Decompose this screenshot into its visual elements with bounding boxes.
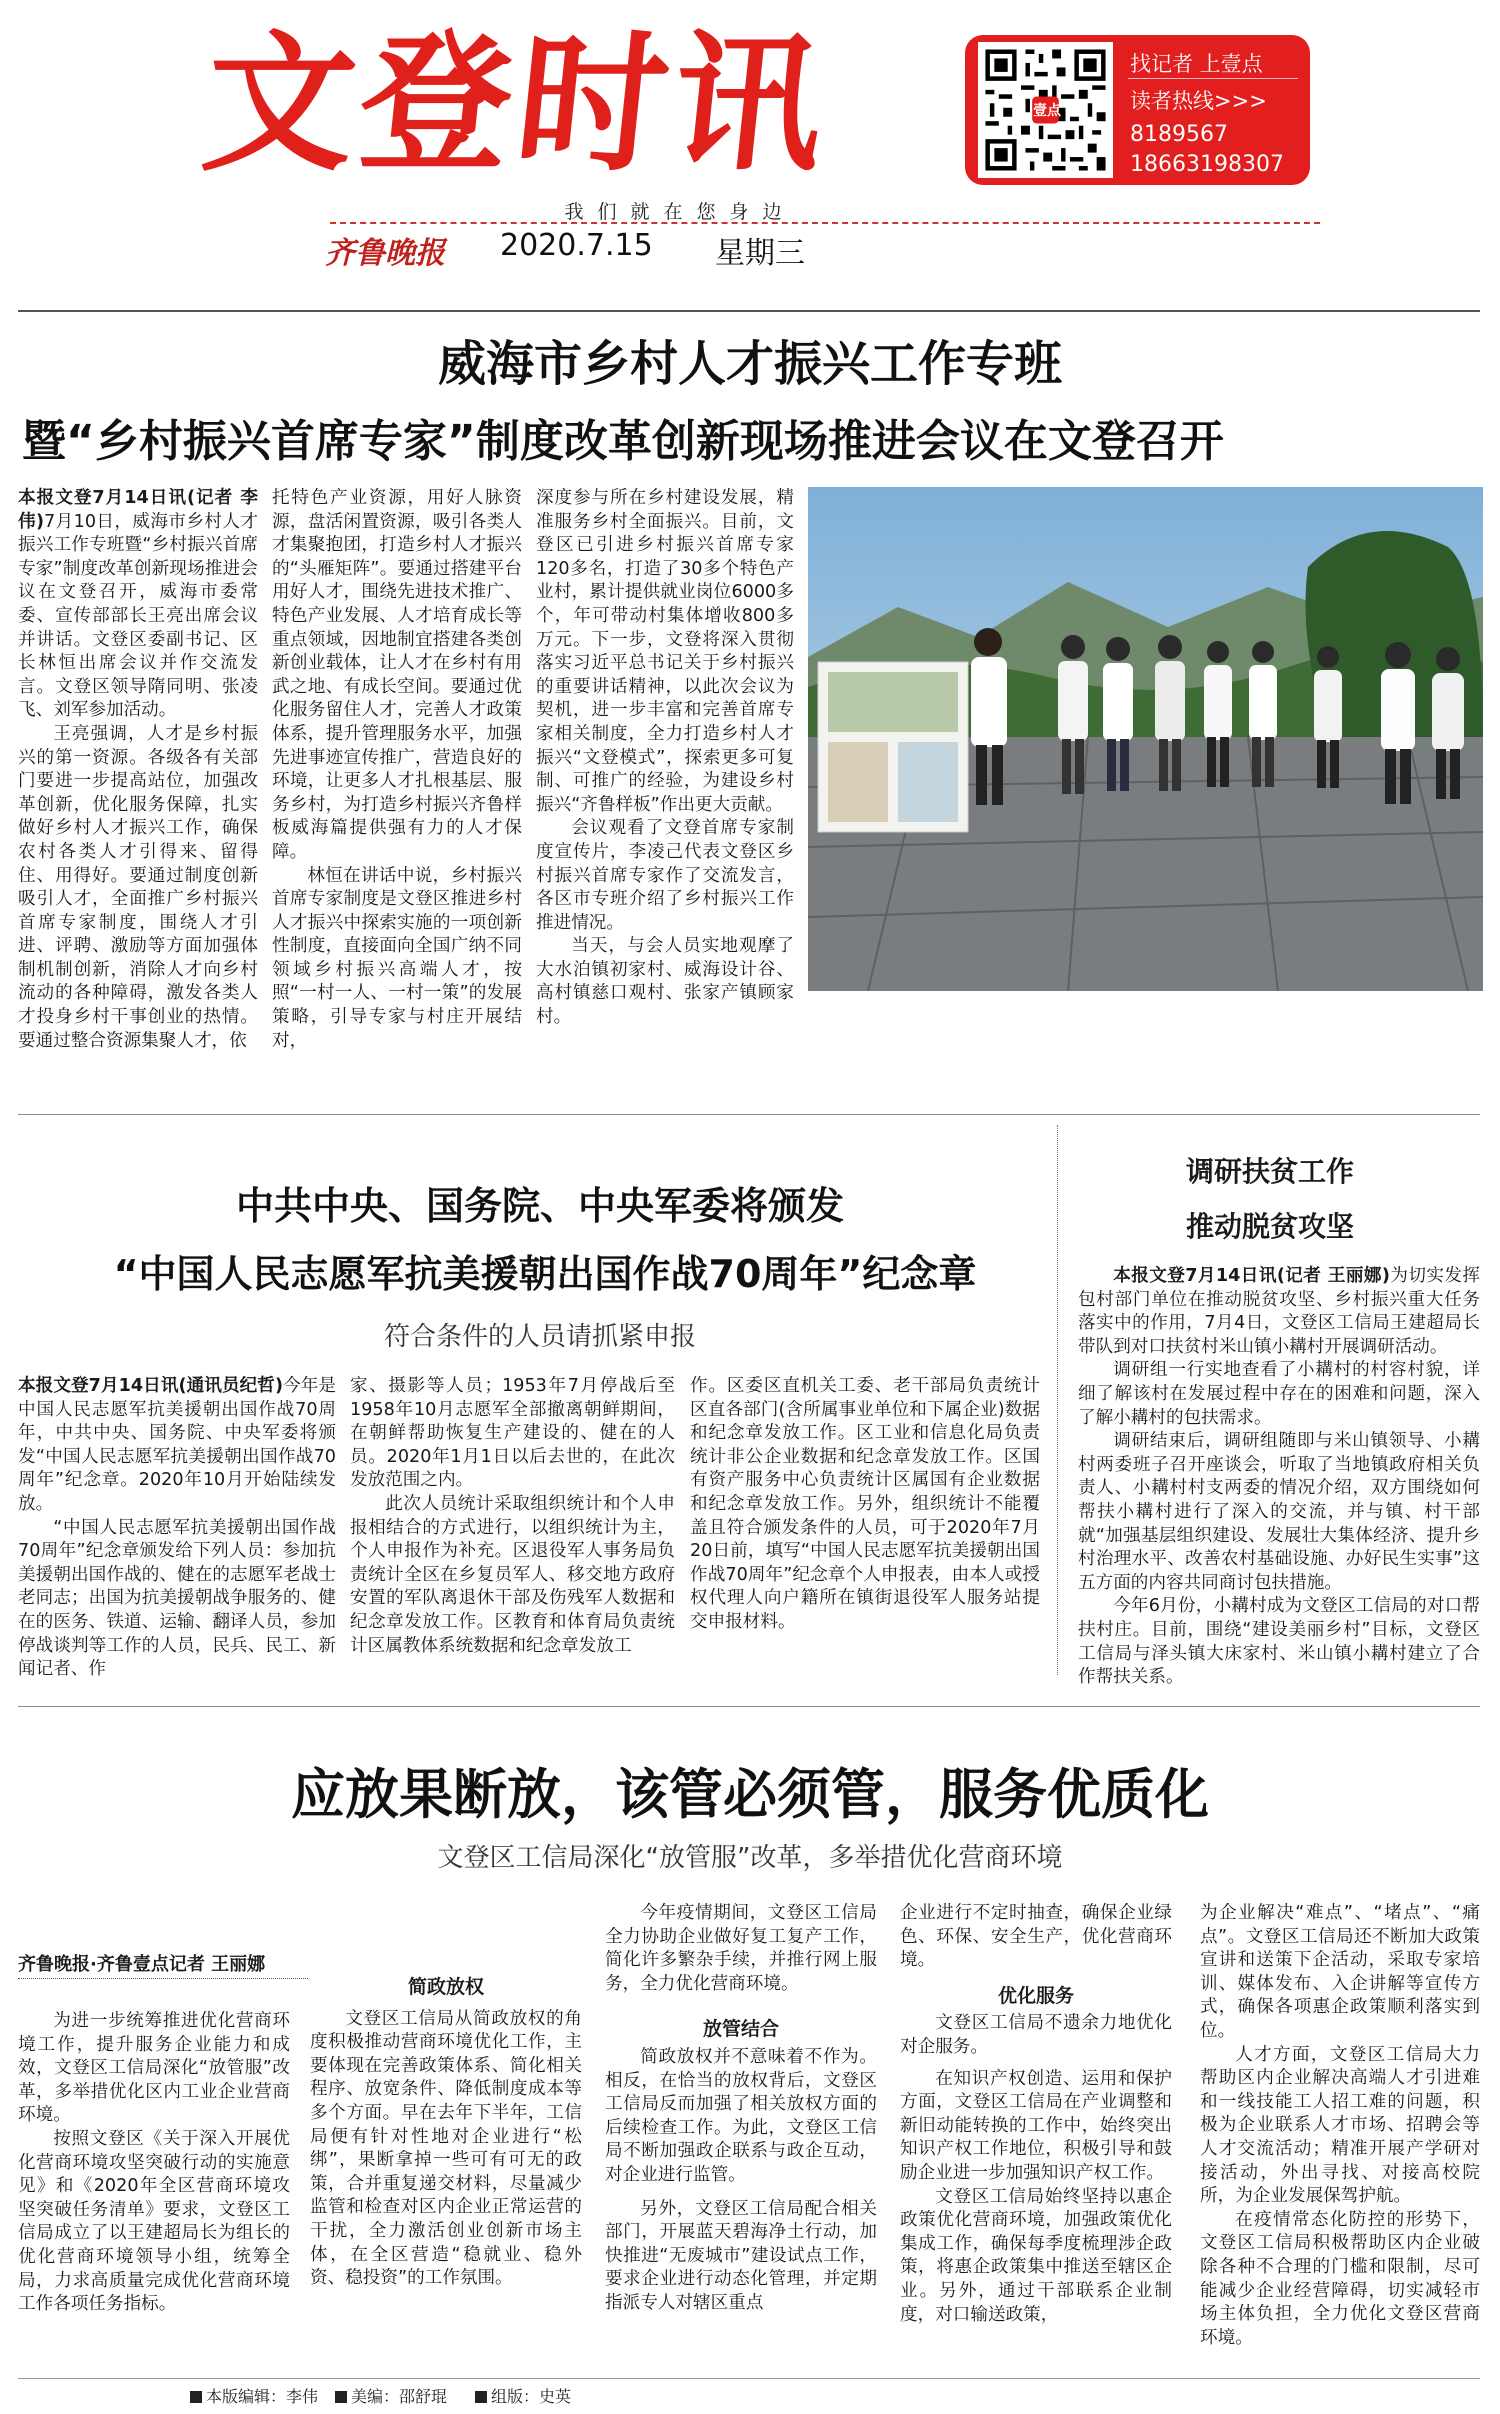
story4-headline[interactable]: 应放果断放，该管必须管，服务优质化	[291, 1763, 1209, 1826]
story1-column-3	[536, 487, 794, 1092]
hotline-slogan: 找记者 上壹点	[1130, 52, 1263, 76]
newspaper-logo: 齐鲁晚报	[325, 236, 445, 271]
paragraph: 调研组一行实地查看了小耩村的村容村貌，详细了解该村在发展过程中存在的困难和问题，深入了解小耩村的包扶需求。	[1078, 1360, 1480, 1428]
footer-layout-text: 组版：史英	[491, 2387, 572, 2406]
paragraph: 另外，文登区工信局配合相关部门，开展蓝天碧海净土行动，加快推进“无废城市”建设试点工作，要求企业进行动态化管理，并定期指派专人对辖区重点	[605, 2198, 877, 2313]
section-divider	[18, 1706, 1480, 1707]
paragraph: 当天，与会人员实地观摩了大水泊镇初家村、威海设计谷、高村镇慈口观村、张家产镇顾家村。	[536, 936, 794, 1028]
story3-dateline: 本报文登7月14日讯(记者 王丽娜)	[1113, 1266, 1390, 1286]
story2-column-1	[18, 1375, 336, 1695]
story2-column-2	[350, 1375, 675, 1695]
story1-column-2	[272, 487, 522, 1092]
paragraph: 为切实发挥包村部门单位在推动脱贫攻坚、乡村振兴重大任务落实中的作用，7月4日，文登区工信局王建超局长带队到对口扶贫村米山镇小耩村开展调研活动。	[1078, 1266, 1480, 1357]
footer-editor	[190, 2384, 318, 2407]
story3-headline-2[interactable]: 推动脱贫攻坚	[1185, 1210, 1354, 1243]
story4-column-5	[1200, 1902, 1480, 2372]
paragraph: 作。区委区直机关工委、老干部局负责统计区直各部门(含所属事业单位和下属企业)数据和纪念章发放工作。区工业和信息化局负责统计非公企业数据和纪念章发放工作。区国有资产服务中心负责统计区属国有企业数据和纪念章发放工作。另外，组织统计不能覆盖且符合颁发条件的人员，可于2020年7月20日前，填写“中国人民志愿军抗美援朝出国作战70周年”纪念章个人申报表，由本人或授权代理人向户籍所在镇街退役军人服务站提交申报材料。	[690, 1376, 1040, 1632]
footer-divider	[18, 2378, 1480, 2379]
column-divider	[1057, 1125, 1058, 1675]
paragraph: 企业进行不定时抽查，确保企业绿色、环保、安全生产，优化营商环境。	[900, 1903, 1172, 1971]
story1-dateline: 本报文登7月14日讯(记者 李伟)	[18, 488, 258, 532]
paragraph: 简政放权并不意味着不作为。相反，在恰当的放权背后，文登区工信局反而加强了相关放权方面的后续检查工作。为此，文登区工信局不断加强政企联系与政企互动，对企业进行监管。	[605, 2046, 877, 2185]
paragraph: 在知识产权创造、运用和保护方面，文登区工信局在产业调整和新旧动能转换的工作中，始终突出知识产权工作地位，积极引导和鼓励企业进一步加强知识产权工作。	[900, 2068, 1172, 2183]
paragraph: 会议观看了文登首席专家制度宣传片，李凌己代表文登区乡村振兴首席专家作了交流发言，各区市专班介绍了乡村振兴工作推进情况。	[536, 818, 794, 933]
paragraph: 王亮强调，人才是乡村振兴的第一资源。各级各有关部门要进一步提高站位，加强改革创新，优化服务保障，扎实做好乡村人才振兴工作，确保农村各类人才引得来、留得住、用得好。要通过制度创新吸引人才，全面推广乡村振兴首席专家制度，围绕人才引进、评聘、激励等方面加强体制机制创新，消除人才向乡村流动的各种障碍，激发各类人才投身乡村干事创业的热情。要通过整合资源集聚人才，依	[18, 723, 258, 1051]
story2-column-3	[690, 1375, 1040, 1695]
square-bullet-icon	[475, 2391, 487, 2403]
paragraph: 今年6月份，小耩村成为文登区工信局的对口帮扶村庄。目前，围绕“建设美丽乡村”目标，文登区工信局与泽头镇大床家村、米山镇小耩村建立了合作帮扶关系。	[1078, 1596, 1480, 1688]
paragraph: 今年疫情期间，文登区工信局全力协助企业做好复工复产工作，简化许多繁杂手续，并推行网上服务，全力优化营商环境。	[605, 1903, 877, 1994]
story2-headline-2[interactable]: “中国人民志愿军抗美援朝出国作战70周年”纪念章	[113, 1252, 977, 1296]
paragraph: 文登区工信局从简政放权的角度积极推动营商环境优化工作，主要体现在完善政策体系、简化相关程序、放宽条件、降低制度成本等多个方面。早在去年下半年，工信局便有针对性地对企业进行“松绑”，果断拿掉一些可有可无的政策，合并重复递交材料，尽量减少监管和检查对区内企业正常运营的干扰，全力激活创业创新市场主体，在全区营造“稳就业、稳外资、稳投资”的工作氛围。	[310, 2008, 582, 2289]
square-bullet-icon	[190, 2391, 202, 2403]
paragraph: 文登区工信局不遗余力地优化对企服务。	[900, 2013, 1172, 2057]
masthead-slogan: 我们就在您身边	[564, 201, 796, 223]
story4-column-4	[900, 1902, 1172, 2372]
story4-column-1	[18, 2010, 290, 2372]
story3-headline[interactable]: 调研扶贫工作	[1185, 1155, 1354, 1188]
story2-subtitle: 符合条件的人员请抓紧申报	[383, 1322, 696, 1352]
paragraph: 家、摄影等人员；1953年7月停战后至1958年10月志愿军全部撤离朝鲜期间，在朝鲜帮助恢复生产建设的、健在的人员。2020年1月1日以后去世的，在此次发放范围之内。	[350, 1376, 675, 1491]
section-divider	[18, 1114, 1480, 1115]
paragraph: “中国人民志愿军抗美援朝出国作战70周年”纪念章颁发给下列人员：参加抗美援朝出国作战的、健在的志愿军老战士老同志；出国为抗美援朝战争服务的、健在的医务、铁道、运输、翻译人员，参加停战谈判等工作的人员，民兵、民工、新闻记者、作	[18, 1517, 336, 1680]
hotline-divider	[1128, 78, 1298, 79]
story4-byline: 齐鲁晚报·齐鲁壹点记者 王丽娜	[18, 1954, 266, 1975]
square-bullet-icon	[335, 2391, 347, 2403]
story4-subtitle: 文登区工信局深化“放管服”改革，多举措优化营商环境	[437, 1843, 1063, 1873]
paragraph: 托特色产业资源，用好人脉资源，盘活闲置资源，吸引各类人才集聚抱团，打造乡村人才振兴的“头雁矩阵”。要通过搭建平台用好人才，围绕先进技术推广、特色产业发展、人才培育成长等重点领域，因地制宜搭建各类创新创业载体，让人才在乡村有用武之地、有成长空间。要通过优化服务留住人才，完善人才政策体系，提升管理服务水平，加强先进事迹宣传推广，营造良好的环境，让更多人才扎根基层、服务乡村，为打造乡村振兴齐鲁样板威海篇提供强有力的人才保障。	[272, 488, 522, 862]
story4-column-2	[310, 1960, 582, 2372]
masthead-divider	[330, 222, 1320, 224]
masthead-title: 文登时讯	[195, 18, 839, 192]
story2-dateline: 本报文登7月14日讯(通讯员纪哲)	[18, 1376, 283, 1396]
story3-body	[1078, 1265, 1480, 1695]
hotline-label: 读者热线>>>	[1130, 89, 1267, 113]
qr-badge: 壹点	[1033, 103, 1061, 119]
paragraph: 按照文登区《关于深入开展优化营商环境攻坚突破行动的实施意见》和《2020年全区营商环境攻坚突破任务清单》要求，文登区工信局成立了以王建超局长为组长的优化营商环境领导小组，统筹全局，力求高质量完成优化营商环境工作各项任务指标。	[18, 2128, 290, 2315]
paragraph: 为进一步统筹推进优化营商环境工作，提升服务企业能力和成效，文登区工信局深化“放管服”改革，多举措优化区内工业企业营商环境。	[18, 2011, 290, 2126]
issue-weekday: 星期三	[715, 236, 805, 271]
story1-photo[interactable]	[808, 487, 1483, 991]
story1-headline-2[interactable]: 暨“乡村振兴首席专家”制度改革创新现场推进会议在文登召开	[22, 416, 1224, 467]
paragraph: 此次人员统计采取组织统计和个人申报相结合的方式进行，以组织统计为主，个人申报作为补充。区退役军人事务局负责统计全区在乡复员军人、移交地方政府安置的军队离退休干部及伤残军人数据和纪念章发放工作。区教育和体育局负责统计区属教体系统数据和纪念章发放工	[350, 1493, 675, 1656]
subhead-streamline: 简政放权	[407, 1976, 484, 1998]
paragraph: 深度参与所在乡村建设发展，精准服务乡村全面振兴。目前，文登区已引进乡村振兴首席专家120多名，打造了30多个特色产业村，累计提供就业岗位6000多个，年可带动村集体增收800多万元。下一步，文登将深入贯彻落实习近平总书记关于乡村振兴的重要讲话精神，以此次会议为契机，进一步丰富和完善首席专家相关制度，全力打造乡村人才振兴“文登模式”，探索更多可复制、可推广的经验，为建设乡村振兴“齐鲁样板”作出更大贡献。	[536, 488, 794, 815]
story2-headline[interactable]: 中共中央、国务院、中央军委将颁发	[235, 1184, 844, 1228]
subhead-service: 优化服务	[997, 1984, 1074, 2007]
paragraph: 7月10日，威海市乡村人才振兴工作专班暨“乡村振兴首席专家”制度改革创新现场推进会议在文登召开，威海市委常委、宣传部部长王亮出席会议并讲话。文登区委副书记、区长林恒出席会议并作交流发言。文登区领导隋同明、张凌飞、刘军参加活动。	[18, 511, 258, 721]
hotline-number-2[interactable]: 18663198307	[1130, 152, 1284, 177]
footer-editor-text: 本版编辑：李伟	[206, 2387, 319, 2406]
subhead-regulation: 放管结合	[702, 2018, 779, 2041]
issue-date: 2020.7.15	[500, 228, 653, 263]
story1-column-1	[18, 487, 258, 1092]
section-divider	[18, 310, 1480, 312]
hotline-number-1[interactable]: 8189567	[1130, 122, 1228, 147]
paragraph: 文登区工信局始终坚持以惠企政策优化营商环境，加强政策优化集成工作，确保每季度梳理涉企政策，将惠企政策集中推送至辖区企业。另外，通过干部联系企业制度，对口输送政策，	[900, 2186, 1172, 2325]
footer-art-text: 美编：邵舒琨	[351, 2387, 448, 2406]
paragraph: 在疫情常态化防控的形势下，文登区工信局积极帮助区内企业破除各种不合理的门槛和限制，尽可能减少企业经营障碍，切实减轻市场主体负担，全力优化文登区营商环境。	[1200, 2209, 1480, 2348]
story4-column-3	[605, 1902, 877, 2372]
story1-headline[interactable]: 威海市乡村人才振兴工作专班	[437, 336, 1062, 392]
photo-illustration	[808, 487, 1483, 991]
footer-art	[335, 2384, 447, 2407]
paragraph: 今年是中国人民志愿军抗美援朝出国作战70周年，中共中央、国务院、中央军委将颁发“中国人民志愿军抗美援朝出国作战70周年”纪念章。2020年10月开始陆续发放。	[18, 1376, 336, 1514]
paragraph: 林恒在讲话中说，乡村振兴首席专家制度是文登区推进乡村人才振兴中探索实施的一项创新性制度，直接面向全国广纳不同领域乡村振兴高端人才，按照“一村一人、一村一策”的发展策略，引导专家与村庄开展结对，	[272, 865, 522, 1051]
byline-divider	[18, 1978, 308, 1979]
footer-layout	[475, 2384, 571, 2407]
paragraph: 为企业解决“难点”、“堵点”、“痛点”。文登区工信局还不断加大政策宣讲和送策下企活动，采取专家培训、媒体发布、入企讲解等宣传方式，确保各项惠企政策顺利落实到位。	[1200, 1903, 1480, 2041]
paragraph: 调研结束后，调研组随即与米山镇领导、小耩村两委班子召开座谈会，听取了当地镇政府相关负责人、小耩村村支两委的情况介绍，双方围绕如何帮扶小耩村进行了深入的交流，并与镇、村干部就“加强基层组织建设、发展壮大集体经济、提升乡村治理水平、改善农村基础设施、办好民生实事”这五方面的内容共同商讨包扶措施。	[1078, 1431, 1480, 1593]
paragraph: 人才方面，文登区工信局大力帮助区内企业解决高端人才引进难和一线技能工人招工难的问题，积极为企业联系人才市场、招聘会等人才交流活动；精准开展产学研对接活动，外出寻找、对接高校院所，为企业发展保驾护航。	[1200, 2044, 1480, 2207]
